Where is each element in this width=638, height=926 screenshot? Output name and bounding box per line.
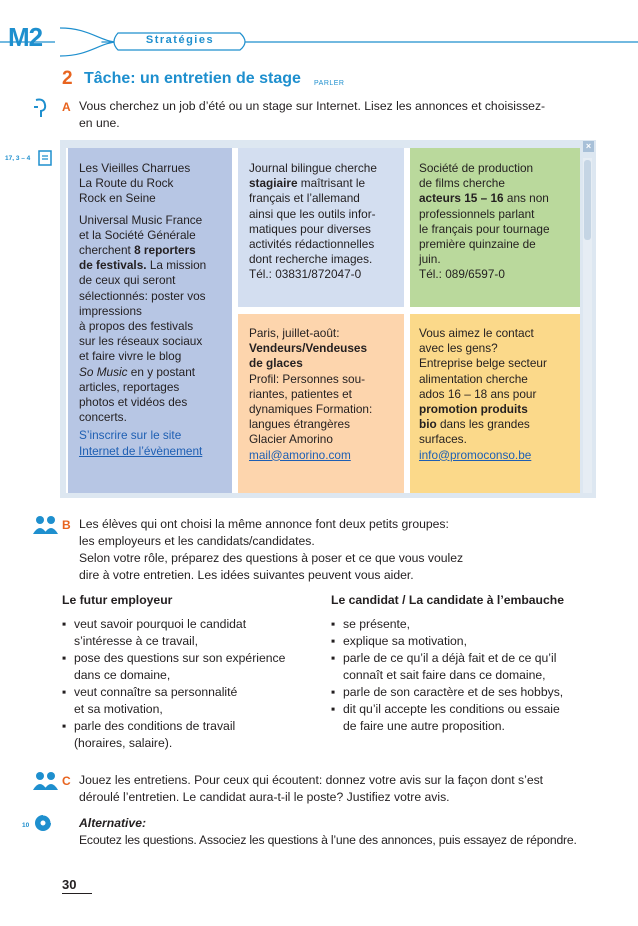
ad1-line: de ceux qui seront [79,273,176,288]
ad1-line: et faire vivre le blog [79,349,182,364]
ad-festival-reporters[interactable] [79,161,206,459]
amorino-email-link[interactable]: mail@amorino.com [249,447,351,462]
ad1-line: photos et vidéos des [79,395,188,410]
ad1-line: sur les réseaux sociaux [79,334,203,349]
ad5-text: dans les grandes [436,417,530,432]
ad4-line: Profil: Personnes sou- [249,371,366,386]
ad2-line: dont recherche images. [249,252,373,267]
ad4-highlight: Vendeurs/Vendeuses [249,341,368,356]
ad2-line: français et l’allemand [249,191,360,206]
bullet-icon: ▪ [62,617,67,631]
ad-film-production[interactable] [419,161,550,283]
scrollbar-thumb[interactable] [584,160,591,240]
ad1-signup-text: S’inscrire sur le site [79,428,182,443]
list-item-text: dans ce domaine, [74,668,171,682]
list-item-text: pose des questions sur son expérience [74,651,286,665]
task-number: 2 [62,68,73,89]
bullet-icon: ▪ [62,719,67,733]
bullet-icon: ▪ [62,685,67,699]
ad1-highlight: 8 reporters [134,243,196,258]
list-item-text: connaît et sait faire dans ce domaine, [343,668,546,682]
ad3-line: Société de production [419,161,534,175]
alternative-text: Ecoutez les questions. Associez les questions à l’une des annonces, puis essayez de répondre. [79,833,577,847]
ad-organic-promotion[interactable] [419,326,547,463]
audio-cd-icon[interactable] [34,814,52,832]
ad3-line: première quinzaine de [419,237,536,252]
ad1-line: Les Vieilles Charrues [79,161,191,175]
ad1-line [79,243,206,258]
list-item-text: veut connaître sa personnalité [74,685,238,699]
bullet-icon: ▪ [331,617,336,631]
section-b-line-3: Selon votre rôle, préparez des questions à poser et ce que vous voulez [79,551,464,565]
ad1-line: impressions [79,303,142,318]
ad2-line [249,176,377,191]
ad3-line: de films cherche [419,176,505,191]
ad2-text: maîtrisant le [297,176,366,191]
ad2-phone: Tél.: 03831/872047-0 [249,267,362,282]
section-b-line-4: dire à votre entretien. Les idées suivantes peuvent vous aider. [79,568,414,582]
list-item-text: parle de ce qu’il a déjà fait et de ce qu’il [343,651,557,665]
ad1-line: articles, reportages [79,379,180,394]
ad1-highlight: de festivals. [79,258,147,273]
group-work-icon [32,514,60,536]
list-item-text: se présente, [343,617,411,631]
section-a-line-2: en une. [79,116,120,130]
ad3-line: le français pour tournage [419,221,550,236]
section-a-letter: A [62,100,71,114]
ad1-text: La mission [146,258,207,273]
window-close-icon[interactable]: × [583,141,594,152]
ad5-highlight: promotion produits [419,402,528,417]
ad-bilingual-newspaper[interactable] [249,161,377,283]
ad5-line: ados 16 – 18 ans pour [419,386,537,401]
ad5-line: alimentation cherche [419,371,528,386]
ad5-line: Entreprise belge secteur [419,356,547,371]
list-item-text: veut savoir pourquoi le candidat [74,617,247,631]
ad1-line: et la Société Générale [79,227,196,242]
ad2-line: Journal bilingue cherche [249,161,377,175]
ad5-line: avec les gens? [419,341,498,356]
section-c-line-2: déroulé l’entretien. Le candidat aura-t-il le poste? Justifiez votre avis. [79,790,450,804]
ad-ice-cream-sellers[interactable] [249,326,372,463]
ad2-highlight: stagiaire [249,176,298,191]
ad5-line: surfaces. [419,432,467,447]
skill-label: PARLER [314,80,345,87]
footer-divider [62,893,92,894]
section-c-line-1: Jouez les entretiens. Pour ceux qui écoutent: donnez votre avis sur la façon dont s’est [79,773,544,787]
ad4-line: dynamiques Formation: [249,402,373,417]
ad1-line [79,258,206,273]
ad3-text: ans non [503,191,549,206]
bullet-icon: ▪ [62,651,67,665]
pair-work-icon [32,770,60,792]
section-b-line-2: les employeurs et les candidats/candidates. [79,534,315,548]
ad4-highlight: de glaces [249,356,303,371]
section-b-letter: B [62,518,71,532]
ad1-text: cherchent [79,243,135,258]
task-title: Tâche: un entretien de stage [84,70,301,87]
ad4-line: langues étrangères [249,417,350,432]
alternative-title: Alternative: [79,816,147,830]
module-label: M2 [8,22,43,52]
bullet-icon: ▪ [331,634,336,648]
blog-name: So Music [79,364,128,379]
ad3-highlight: acteurs 15 – 16 [419,191,504,206]
speaking-icon [32,98,50,118]
ad1-line: concerts. [79,410,127,425]
ad5-highlight: bio [419,417,437,432]
ad5-line [419,417,547,432]
promoconso-email-link[interactable]: info@promoconso.be [419,447,532,462]
employer-column-title: Le futur employeur [62,593,173,607]
list-item-text: et sa motivation, [74,702,163,716]
audio-track-number: 10 [22,822,30,829]
ad1-line: sélectionnés: poster vos [79,288,206,303]
ad2-line: activités rédactionnelles [249,237,375,252]
bullet-icon: ▪ [331,651,336,665]
page-number: 30 [62,877,77,892]
list-item-text: s’intéresse à ce travail, [74,634,198,648]
bullet-icon: ▪ [331,685,336,699]
ad5-line: Vous aimez le contact [419,326,534,340]
section-a-line-1: Vous cherchez un job d’été ou un stage sur Internet. Lisez les annonces et choisissez- [79,99,546,113]
ad2-line: matiques pour diverses [249,221,371,236]
workbook-icon [38,150,52,166]
ad2-line: ainsi que les outils infor- [249,206,376,221]
ad4-line: Glacier Amorino [249,432,333,447]
bullet-icon: ▪ [331,702,336,716]
ad3-phone: Tél.: 089/6597-0 [419,267,505,282]
ad3-line [419,191,550,206]
ad1-line: à propos des festivals [79,319,194,334]
list-item-text: parle de son caractère et de ses hobbys, [343,685,564,699]
ad3-line: juin. [419,252,441,267]
list-item-text: explique sa motivation, [343,634,467,648]
section-b-line-1: Les élèves qui ont choisi la même annonce font deux petits groupes: [79,517,449,531]
ad3-line: professionnels parlant [419,206,535,221]
ad1-line: La Route du Rock [79,176,174,191]
list-item-text: parle des conditions de travail [74,719,236,733]
ad1-line: Rock en Seine [79,191,156,206]
candidate-column-title: Le candidat / La candidate à l’embauche [331,593,564,607]
list-item-text: dit qu’il accepte les conditions ou essaie [343,702,560,716]
ad4-line: riantes, patientes et [249,386,352,401]
header-ribbon [0,24,638,60]
list-item-text: de faire une autre proposition. [343,719,505,733]
section-tab: Stratégies [145,34,215,46]
ad4-line: Paris, juillet-août: [249,326,340,340]
ad1-text: en y postant [127,364,196,379]
section-c-letter: C [62,774,71,788]
workbook-reference: 17, 3 – 4 [5,155,31,162]
list-item-text: (horaires, salaire). [74,736,173,750]
ad1-line [79,365,206,380]
event-website-link[interactable]: Internet de l’évènement [79,443,203,458]
ad1-line: Universal Music France [79,212,203,227]
